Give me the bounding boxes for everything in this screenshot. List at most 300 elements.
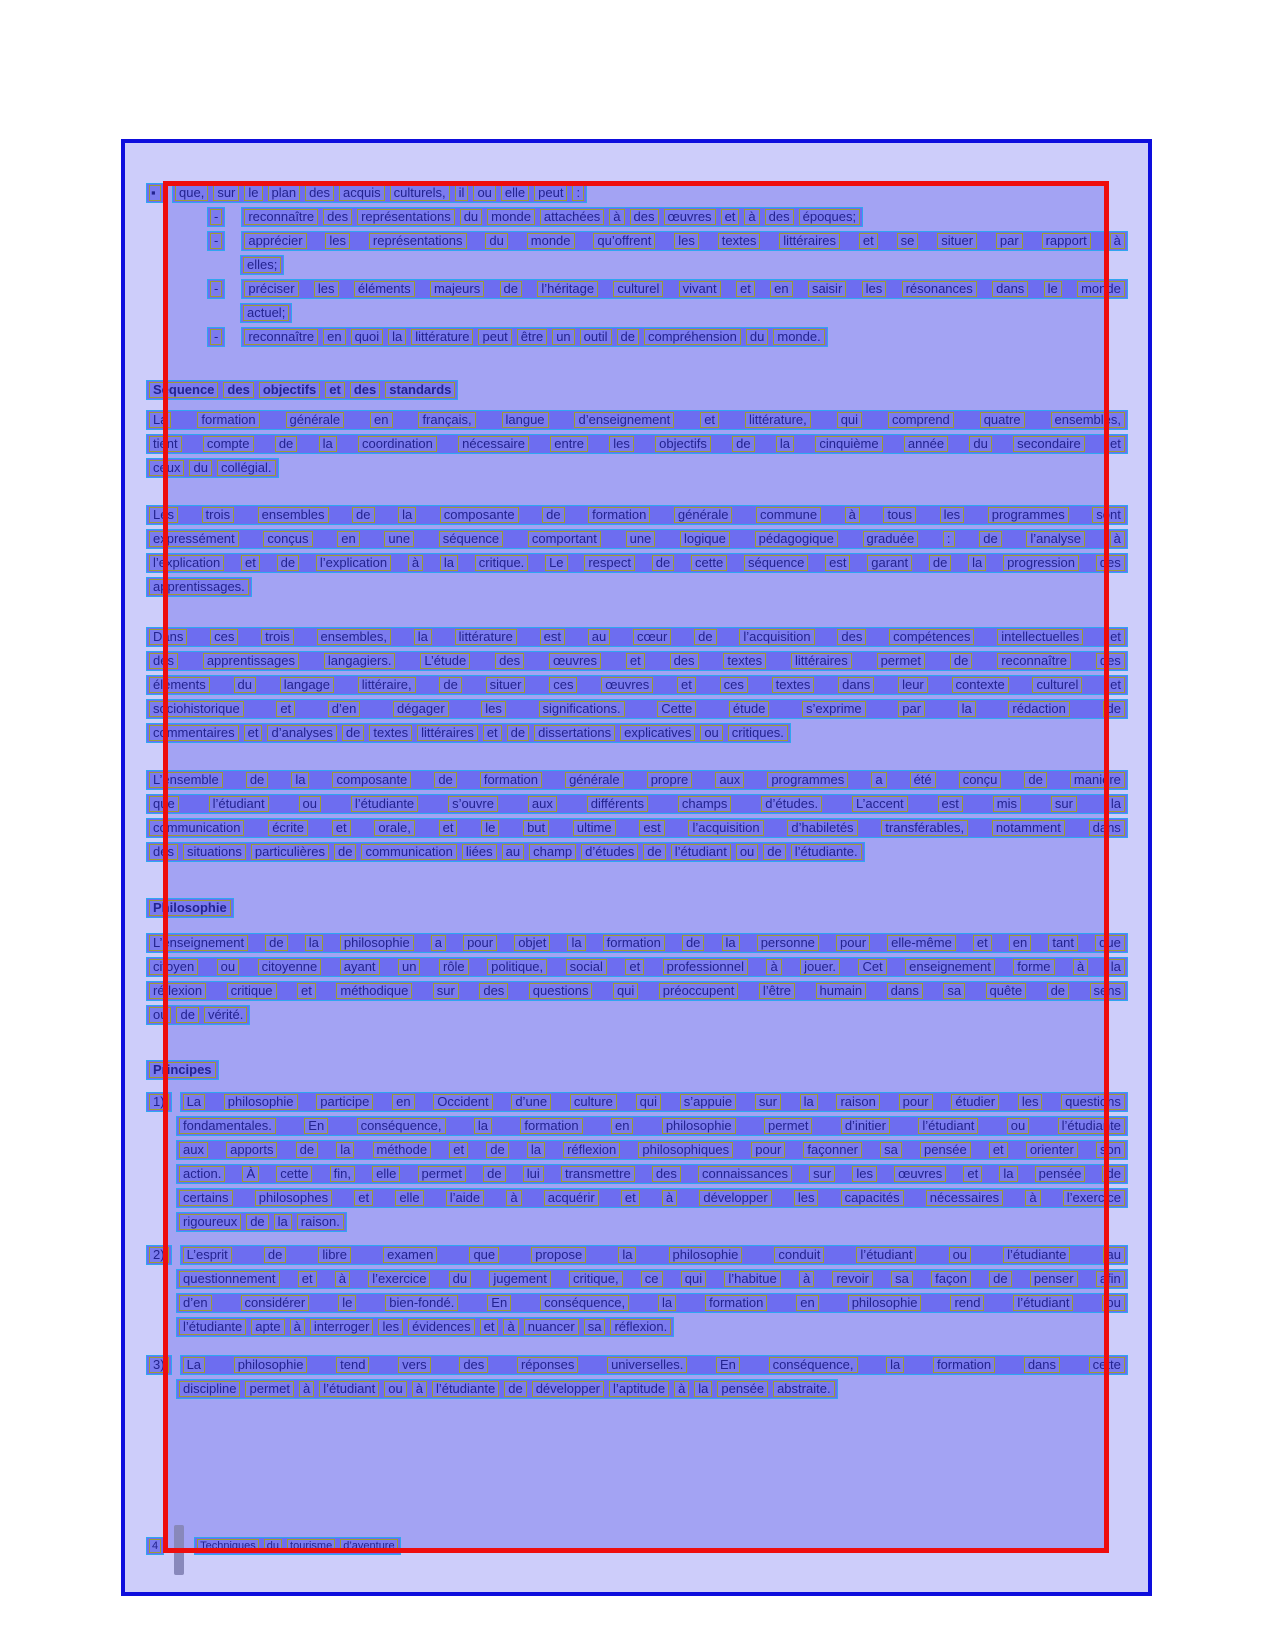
word-highlight-box: sur <box>809 1166 835 1182</box>
word-highlight-box: est <box>938 796 963 812</box>
word-highlight-box: l’explication <box>149 555 224 571</box>
word-highlight-box: l’étudiant <box>671 844 731 860</box>
word-highlight-box: réponses <box>517 1357 578 1373</box>
word-highlight-box: et <box>625 959 644 975</box>
word-highlight-box: s’ouvre <box>448 796 498 812</box>
word-highlight-box: 3) <box>149 1357 169 1373</box>
word-highlight-box: d’analyses <box>267 725 336 741</box>
word-highlight-box: et <box>298 1271 317 1287</box>
word-highlight-box: l’être <box>759 983 795 999</box>
word-highlight-box: dégager <box>393 701 449 717</box>
word-highlight-box: connaissances <box>698 1166 792 1182</box>
word-highlight-box: des <box>149 653 178 669</box>
list-marker <box>146 1355 172 1375</box>
word-highlight-box: Philosophie <box>149 900 231 916</box>
word-highlight-box: culture <box>570 1094 617 1110</box>
word-highlight-box: l’étudiante <box>1003 1247 1070 1263</box>
word-highlight-box: réflexion <box>563 1142 620 1158</box>
word-highlight-box: citoyenne <box>258 959 322 975</box>
word-highlight-box: sur <box>213 185 239 201</box>
word-highlight-box: vers <box>398 1357 431 1373</box>
word-highlight-box: qui <box>613 983 638 999</box>
word-highlight-box: ou <box>1007 1118 1029 1134</box>
word-highlight-box: d’enseignement <box>574 412 674 428</box>
word-highlight-box: une <box>384 531 414 547</box>
word-highlight-box: étude <box>729 701 770 717</box>
word-highlight-box: été <box>910 772 936 788</box>
word-highlight-box: rédaction <box>1008 701 1069 717</box>
word-highlight-box: au <box>588 629 610 645</box>
word-highlight-box: et <box>276 701 295 717</box>
word-highlight-box: apte <box>251 1319 284 1335</box>
word-highlight-box: liées <box>462 844 497 860</box>
word-highlight-box: d’aventure <box>340 1539 397 1553</box>
line-highlight-box <box>176 1188 1128 1208</box>
word-highlight-box: En <box>716 1357 740 1373</box>
word-highlight-box: conséquence, <box>769 1357 858 1373</box>
word-highlight-box: d’en <box>179 1295 212 1311</box>
word-highlight-box: philosophie <box>662 1118 736 1134</box>
word-highlight-box: la <box>388 329 406 345</box>
word-highlight-box: du <box>485 233 507 249</box>
word-highlight-box: méthodique <box>336 983 412 999</box>
word-highlight-box: discipline <box>179 1381 240 1397</box>
line-highlight-box <box>146 1005 250 1025</box>
text-line <box>146 818 1128 838</box>
word-highlight-box: objectifs <box>259 382 320 398</box>
word-highlight-box: permet <box>877 653 925 669</box>
word-highlight-box: abstraite. <box>773 1381 834 1397</box>
list-marker <box>207 279 225 299</box>
text-line <box>146 327 1128 347</box>
word-highlight-box: secondaire <box>1013 436 1085 452</box>
word-highlight-box: conséquence, <box>357 1118 446 1134</box>
word-highlight-box: l’étudiant <box>856 1247 916 1263</box>
word-highlight-box: méthode <box>373 1142 432 1158</box>
text-line <box>146 1188 1128 1208</box>
word-highlight-box: de <box>542 507 564 523</box>
word-highlight-box: en <box>337 531 359 547</box>
word-highlight-box: son <box>1096 1142 1125 1158</box>
word-highlight-box: formation <box>588 507 650 523</box>
word-highlight-box: de <box>246 772 268 788</box>
word-highlight-box: Occident <box>433 1094 492 1110</box>
line-highlight-box <box>176 1293 1128 1313</box>
word-highlight-box: cœur <box>633 629 671 645</box>
word-highlight-box: nécessaire <box>458 436 529 452</box>
word-highlight-box: formation <box>603 935 665 951</box>
word-highlight-box: façonner <box>803 1142 862 1158</box>
word-highlight-box: ou <box>1102 1295 1124 1311</box>
word-highlight-box: de <box>682 935 704 951</box>
word-highlight-box: des <box>837 629 866 645</box>
word-highlight-box: du <box>234 677 256 693</box>
word-highlight-box: pensée <box>717 1381 768 1397</box>
word-highlight-box: situer <box>486 677 526 693</box>
word-highlight-box: tend <box>336 1357 369 1373</box>
word-highlight-box: libre <box>318 1247 351 1263</box>
word-highlight-box: textes <box>723 653 766 669</box>
word-highlight-box: À <box>242 1166 259 1182</box>
line-highlight-box <box>146 458 279 478</box>
word-highlight-box: peut <box>534 185 567 201</box>
word-highlight-box: de <box>296 1142 318 1158</box>
word-highlight-box: critique. <box>475 555 529 571</box>
word-highlight-box: L’accent <box>852 796 908 812</box>
word-highlight-box: philosophie <box>669 1247 743 1263</box>
word-highlight-box: culturel <box>613 281 663 297</box>
word-highlight-box: La <box>183 1357 205 1373</box>
word-highlight-box: développer <box>532 1381 604 1397</box>
word-highlight-box: des <box>765 209 794 225</box>
word-highlight-box: générale <box>674 507 733 523</box>
word-highlight-box: le <box>338 1295 356 1311</box>
word-highlight-box: elles; <box>243 257 281 273</box>
word-highlight-box: et <box>626 653 645 669</box>
text-line <box>146 255 1128 275</box>
line-highlight-box <box>146 770 1128 790</box>
word-highlight-box: dissertations <box>534 725 615 741</box>
word-highlight-box: situer <box>937 233 977 249</box>
word-highlight-box: jugement <box>489 1271 550 1287</box>
word-highlight-box: conçus <box>263 531 312 547</box>
word-highlight-box: de <box>265 935 287 951</box>
word-highlight-box: et <box>736 281 755 297</box>
list-marker <box>146 1092 172 1112</box>
word-highlight-box: aux <box>715 772 744 788</box>
word-highlight-box: et <box>449 1142 468 1158</box>
word-highlight-box: mis <box>993 796 1021 812</box>
word-highlight-box: et <box>963 1166 982 1182</box>
word-highlight-box: aux <box>179 1142 208 1158</box>
word-highlight-box: tourisme <box>287 1539 335 1553</box>
text-line <box>146 1317 1128 1337</box>
word-highlight-box: reconnaître <box>997 653 1071 669</box>
word-highlight-box: réflexion. <box>610 1319 671 1335</box>
word-highlight-box: les <box>609 436 634 452</box>
word-highlight-box: cette <box>276 1166 312 1182</box>
word-highlight-box: formation <box>480 772 542 788</box>
word-highlight-box: les <box>314 281 339 297</box>
word-highlight-box: coordination <box>358 436 437 452</box>
word-highlight-box: monde <box>527 233 575 249</box>
word-highlight-box: évidences <box>408 1319 475 1335</box>
word-highlight-box: littérature <box>411 329 473 345</box>
word-highlight-box: des <box>670 653 699 669</box>
word-highlight-box: à <box>1073 959 1088 975</box>
line-highlight-box <box>176 1116 1128 1136</box>
word-highlight-box: vivant <box>679 281 721 297</box>
word-highlight-box: programmes <box>988 507 1069 523</box>
word-highlight-box: Cet <box>858 959 886 975</box>
text-line <box>146 1116 1128 1136</box>
word-highlight-box: revoir <box>832 1271 873 1287</box>
word-highlight-box: En <box>487 1295 511 1311</box>
word-highlight-box: ou <box>473 185 495 201</box>
word-highlight-box: l’explication <box>316 555 391 571</box>
word-highlight-box: de <box>334 844 356 860</box>
word-highlight-box: de <box>342 725 364 741</box>
word-highlight-box: de <box>277 555 299 571</box>
word-highlight-box: et <box>480 1319 499 1335</box>
word-highlight-box: critiques. <box>728 725 788 741</box>
word-highlight-box: à <box>662 1190 677 1206</box>
word-highlight-box: La <box>149 412 171 428</box>
word-highlight-box: critique, <box>569 1271 623 1287</box>
word-highlight-box: ou <box>949 1247 971 1263</box>
word-highlight-box: compétences <box>889 629 974 645</box>
word-highlight-box: monde <box>1077 281 1125 297</box>
word-highlight-box: la <box>414 629 432 645</box>
word-highlight-box: de <box>264 1247 286 1263</box>
word-highlight-box: les <box>378 1319 403 1335</box>
word-highlight-box: acquis <box>339 185 385 201</box>
word-highlight-box: et <box>244 725 263 741</box>
word-highlight-box: dans <box>1024 1357 1060 1373</box>
word-highlight-box: l’étudiant <box>319 1381 379 1397</box>
word-highlight-box: résonances <box>902 281 977 297</box>
word-highlight-box: participe <box>316 1094 373 1110</box>
word-highlight-box: - <box>210 281 222 297</box>
word-highlight-box: est <box>825 555 850 571</box>
word-highlight-box: dans <box>992 281 1028 297</box>
word-highlight-box: explicatives <box>620 725 695 741</box>
line-highlight-box <box>146 842 865 862</box>
line-highlight-box <box>146 627 1128 647</box>
word-highlight-box: Séquence <box>149 382 218 398</box>
word-highlight-box: du <box>746 329 768 345</box>
word-highlight-box: au <box>1103 1247 1125 1263</box>
word-highlight-box: éléments <box>354 281 415 297</box>
text-line <box>146 505 1128 525</box>
word-highlight-box: permet <box>245 1381 293 1397</box>
word-highlight-box: afin <box>1096 1271 1125 1287</box>
word-highlight-box: commentaires <box>149 725 239 741</box>
text-line <box>146 957 1128 977</box>
word-highlight-box: sont <box>1092 507 1125 523</box>
word-highlight-box: de <box>652 555 674 571</box>
word-highlight-box: littérature <box>455 629 517 645</box>
text-line <box>146 1269 1128 1289</box>
word-highlight-box: et <box>325 382 345 398</box>
word-highlight-box: l’analyse <box>1026 531 1085 547</box>
word-highlight-box: étudier <box>951 1094 999 1110</box>
text-line <box>146 842 1128 862</box>
word-highlight-box: en <box>611 1118 633 1134</box>
word-highlight-box: orale, <box>374 820 415 836</box>
word-highlight-box: certains <box>179 1190 233 1206</box>
word-highlight-box: ou <box>700 725 722 741</box>
word-highlight-box: cinquième <box>815 436 882 452</box>
word-highlight-box: et <box>241 555 260 571</box>
word-highlight-box: littéraires <box>779 233 840 249</box>
word-highlight-box: la <box>968 555 986 571</box>
word-highlight-box: d’études <box>581 844 638 860</box>
word-highlight-box: des <box>305 185 334 201</box>
word-highlight-box: par <box>898 701 925 717</box>
word-highlight-box: la <box>694 1381 712 1397</box>
word-highlight-box: ensembles, <box>1051 412 1125 428</box>
word-highlight-box: monde. <box>773 329 824 345</box>
word-highlight-box: un <box>398 959 420 975</box>
word-highlight-box: est <box>639 820 664 836</box>
word-highlight-box: elle <box>395 1190 423 1206</box>
word-highlight-box: il <box>455 185 469 201</box>
word-highlight-box: comprend <box>888 412 954 428</box>
word-highlight-box: ces <box>720 677 748 693</box>
word-highlight-box: le <box>1044 281 1062 297</box>
line-highlight-box <box>180 1355 1128 1375</box>
word-highlight-box: progression <box>1003 555 1079 571</box>
word-highlight-box: français, <box>418 412 475 428</box>
word-highlight-box: dans <box>887 983 923 999</box>
line-highlight-box <box>176 1140 1128 1160</box>
text-line <box>146 627 1128 647</box>
word-highlight-box: philosophie <box>340 935 414 951</box>
word-highlight-box: l’exercice <box>368 1271 430 1287</box>
word-highlight-box: à <box>609 209 624 225</box>
word-highlight-box: la <box>618 1247 636 1263</box>
word-highlight-box: communication <box>149 820 244 836</box>
word-highlight-box: a <box>871 772 886 788</box>
word-highlight-box: l’acquisition <box>739 629 814 645</box>
word-highlight-box: de <box>486 1142 508 1158</box>
text-line <box>146 770 1128 790</box>
word-highlight-box: contexte <box>952 677 1009 693</box>
word-highlight-box: que <box>1095 935 1125 951</box>
word-highlight-box: elle <box>372 1166 400 1182</box>
word-highlight-box: de <box>1103 701 1125 717</box>
page-border-frame <box>121 139 1152 1596</box>
word-highlight-box: de <box>483 1166 505 1182</box>
word-highlight-box: la <box>440 555 458 571</box>
word-highlight-box: en <box>770 281 792 297</box>
line-highlight-box <box>172 183 587 203</box>
word-highlight-box: - <box>210 329 222 345</box>
word-highlight-box: littérature, <box>745 412 811 428</box>
word-highlight-box: programmes <box>767 772 848 788</box>
word-highlight-box: l’aptitude <box>609 1381 669 1397</box>
word-highlight-box: une <box>626 531 656 547</box>
word-highlight-box: pour <box>463 935 497 951</box>
word-highlight-box: un <box>552 329 574 345</box>
clipped-word-fragment <box>146 183 164 203</box>
word-highlight-box: à <box>1110 531 1125 547</box>
word-highlight-box: ces <box>549 677 577 693</box>
word-highlight-box: la <box>800 1094 818 1110</box>
word-highlight-box: que, <box>175 185 208 201</box>
word-highlight-box: de <box>989 1271 1011 1287</box>
word-highlight-box: l’étudiante <box>179 1319 246 1335</box>
word-highlight-box: collégial. <box>217 460 276 476</box>
word-highlight-box: des <box>323 209 352 225</box>
word-highlight-box: à <box>744 209 759 225</box>
document-content <box>146 183 1128 1399</box>
word-highlight-box: universelles. <box>607 1357 687 1373</box>
word-highlight-box: champs <box>678 796 732 812</box>
text-line <box>146 723 1128 743</box>
text-line <box>146 380 1128 400</box>
word-highlight-box: et <box>1106 629 1125 645</box>
word-highlight-box: la <box>567 935 585 951</box>
word-highlight-box: trois <box>202 507 235 523</box>
word-highlight-box: logique <box>680 531 730 547</box>
word-highlight-box: bien-fondé. <box>385 1295 458 1311</box>
word-highlight-box: Le <box>545 555 567 571</box>
word-highlight-box: ensembles, <box>317 629 391 645</box>
word-highlight-box: En <box>304 1118 328 1134</box>
word-highlight-box: de <box>275 436 297 452</box>
line-highlight-box <box>146 957 1128 977</box>
word-highlight-box: être <box>517 329 547 345</box>
word-highlight-box: permet <box>418 1166 466 1182</box>
list-marker <box>207 231 225 251</box>
word-highlight-box: Les <box>149 507 178 523</box>
line-highlight-box <box>176 1269 1128 1289</box>
text-line <box>146 434 1128 454</box>
word-highlight-box: rigoureux <box>179 1214 241 1230</box>
word-highlight-box: œuvres <box>664 209 716 225</box>
word-highlight-box: formation <box>520 1118 582 1134</box>
word-highlight-box: les <box>481 701 506 717</box>
page-number-box <box>146 1537 164 1555</box>
line-highlight-box <box>240 303 292 323</box>
word-highlight-box: critique <box>227 983 277 999</box>
word-highlight-box: littéraires <box>417 725 478 741</box>
text-line <box>146 1293 1128 1313</box>
text-line <box>146 303 1128 323</box>
word-highlight-box: ultime <box>573 820 616 836</box>
word-highlight-box: que <box>469 1247 499 1263</box>
word-highlight-box: intellectuelles <box>997 629 1083 645</box>
word-highlight-box: le <box>244 185 262 201</box>
word-highlight-box: questionnement <box>179 1271 280 1287</box>
line-highlight-box <box>176 1317 674 1337</box>
text-line <box>146 675 1128 695</box>
word-highlight-box: tant <box>1048 935 1078 951</box>
word-highlight-box: formation <box>705 1295 767 1311</box>
word-highlight-box: composante <box>440 507 519 523</box>
text-line <box>146 458 1128 478</box>
word-highlight-box: d’une <box>511 1094 551 1110</box>
word-highlight-box: ce <box>641 1271 663 1287</box>
word-highlight-box: sa <box>891 1271 913 1287</box>
word-highlight-box: la <box>305 935 323 951</box>
word-highlight-box: développer <box>699 1190 771 1206</box>
word-highlight-box: les <box>852 1166 877 1182</box>
word-highlight-box: de <box>507 725 529 741</box>
line-highlight-box <box>146 723 791 743</box>
word-highlight-box: garant <box>867 555 912 571</box>
word-highlight-box: en <box>392 1094 414 1110</box>
text-line <box>146 529 1128 549</box>
word-highlight-box: qui <box>681 1271 706 1287</box>
word-highlight-box: la <box>999 1166 1017 1182</box>
line-highlight-box <box>146 981 1128 1001</box>
line-highlight-box <box>241 327 827 347</box>
word-highlight-box: philosophie <box>848 1295 922 1311</box>
word-highlight-box: à <box>845 507 860 523</box>
line-highlight-box <box>241 279 1128 299</box>
word-highlight-box: rôle <box>439 959 469 975</box>
text-line <box>146 981 1128 1001</box>
word-highlight-box: en <box>370 412 392 428</box>
word-highlight-box: L’ensemble <box>149 772 223 788</box>
word-highlight-box: représentations <box>357 209 455 225</box>
line-highlight-box <box>241 231 1128 251</box>
word-highlight-box: en <box>796 1295 818 1311</box>
word-highlight-box: année <box>904 436 948 452</box>
